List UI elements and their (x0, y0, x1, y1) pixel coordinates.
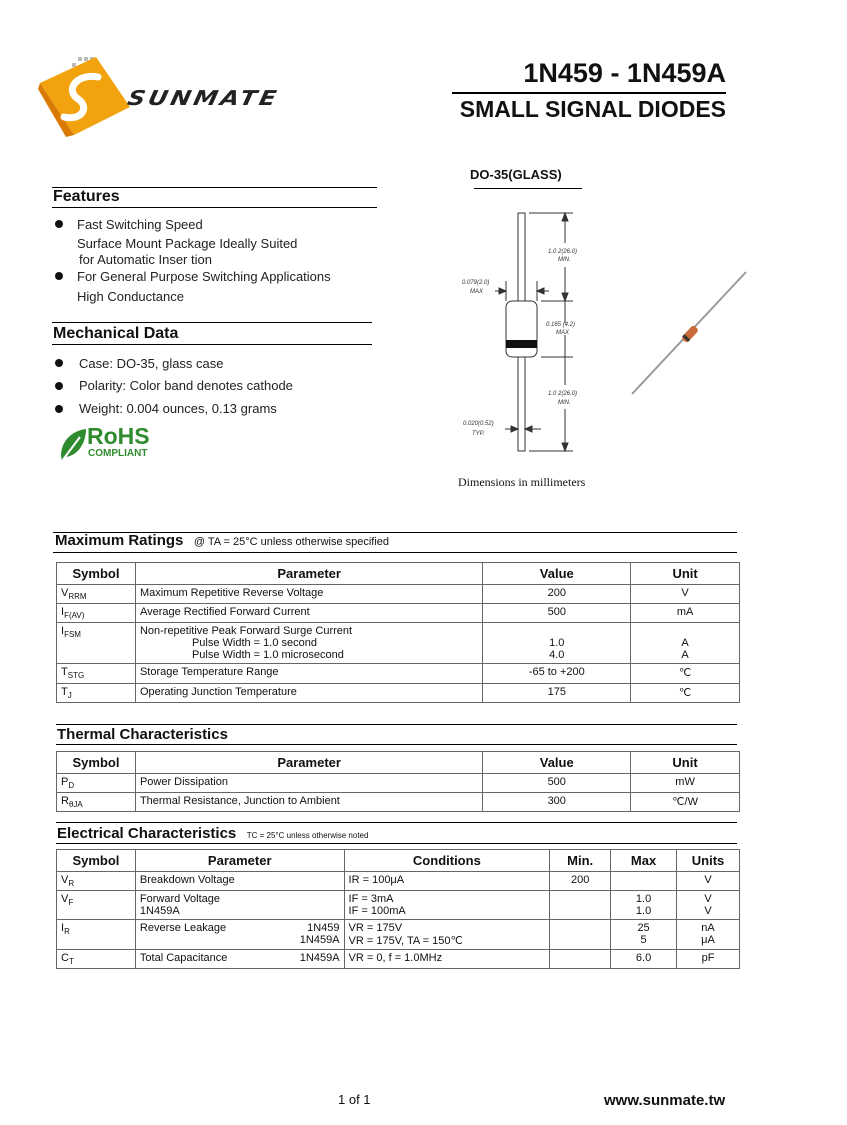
symbol-cell: $T_{STG}$ (57, 664, 136, 683)
dim-lead-length-bottom: 1.0 2(26.0) (548, 391, 578, 397)
unit-cell: ℃/W (631, 793, 740, 812)
col-header: Unit (631, 752, 740, 774)
max-ratings-condition: @ TA = 25°C unless otherwise specified (193, 536, 390, 548)
table-row (57, 604, 740, 623)
min-cell (550, 950, 611, 969)
table-header-row (57, 752, 740, 774)
part-number: 1N459A (299, 934, 340, 947)
min-cell (550, 920, 611, 950)
parameter-cell: Breakdown Voltage (135, 872, 344, 891)
max-cell: 6.0 (611, 950, 677, 969)
package-title: DO-35(GLASS) (470, 167, 562, 182)
min-cell (550, 891, 611, 920)
value-cell: 175 (483, 683, 631, 702)
value-cell: 300 (483, 793, 631, 812)
table-header-row (57, 563, 740, 585)
feature-text: High Conductance (77, 289, 184, 304)
features-bottom-rule (52, 207, 377, 208)
table-row (57, 664, 740, 683)
electrical-top-rule (56, 822, 737, 823)
symbol-cell: $V_{RRM}$ (57, 585, 136, 604)
feature-text: Surface Mount Package Ideally Suited (77, 236, 298, 251)
unit-cell: V (631, 585, 740, 604)
symbol-cell: $P_D$ (57, 774, 136, 793)
mechanical-heading: Mechanical Data (53, 325, 179, 342)
brand-wordmark: SUNMATE (125, 86, 282, 110)
unit-cell: pF (677, 950, 740, 969)
max-cell: 1.0 1.0 (611, 891, 677, 920)
parameter-cell: Thermal Resistance, Junction to Ambient (135, 793, 482, 812)
unit-cell: V (677, 872, 740, 891)
part-number-title: 1N459 - 1N459A (523, 58, 726, 88)
parameter-cell: Reverse Leakage 1N459 1N459A (135, 920, 344, 950)
unit-cell: ℃ (631, 683, 740, 702)
diode-photo (628, 268, 750, 398)
max-ratings-bottom-rule (53, 552, 737, 553)
col-header: Units (677, 850, 740, 872)
conditions-cell: IR = 100μA (344, 872, 550, 891)
parameter-cell: Power Dissipation (135, 774, 482, 793)
table-row (57, 585, 740, 604)
min-cell: 200 (550, 872, 611, 891)
parameter-cell: Total Capacitance 1N459A (135, 950, 344, 969)
feature-text: For General Purpose Switching Applications (77, 269, 331, 284)
electrical-heading-row (57, 825, 368, 843)
page-number: 1 of 1 (338, 1092, 371, 1107)
features-heading: Features (53, 188, 120, 205)
leaf-icon (58, 427, 88, 463)
electrical-condition: TC = 25°C unless otherwise noted (246, 831, 369, 840)
col-header: Parameter (135, 563, 482, 585)
parameter-cell: Average Rectified Forward Current (135, 604, 482, 623)
table-row (57, 950, 740, 969)
part-number: 1N459 (307, 922, 340, 935)
conditions-cell: VR = 175V VR = 175V, TA = 150℃ (344, 920, 550, 950)
cathode-band (506, 340, 537, 348)
part-number: 1N459A (299, 952, 340, 965)
bullet-icon (55, 359, 63, 367)
unit-cell: ℃ (631, 664, 740, 683)
unit-cell: mA (631, 604, 740, 623)
max-ratings-heading: Maximum Ratings (55, 532, 184, 549)
electrical-bottom-rule (56, 843, 737, 844)
conditions-cell: VR = 0, f = 1.0MHz (344, 950, 550, 969)
rohs-badge (58, 425, 168, 463)
col-header: Conditions (344, 850, 550, 872)
parameter-cell: Forward Voltage 1N459A (135, 891, 344, 920)
unit-cell: nA μA (677, 920, 740, 950)
rohs-text: RoHS (87, 423, 150, 449)
thermal-table (56, 751, 740, 812)
symbol-cell: $I_{F(AV)}$ (57, 604, 136, 623)
symbol-cell: $C_T$ (57, 950, 136, 969)
value-cell: 1.0 4.0 (483, 623, 631, 664)
thermal-top-rule (56, 724, 737, 725)
bullet-icon (55, 382, 63, 390)
dim-lead-diameter: 0.020(0.52) (463, 421, 494, 427)
table-header-row (57, 850, 740, 872)
symbol-cell: $V_F$ (57, 891, 136, 920)
table-row (57, 920, 740, 950)
max-ratings-table (56, 562, 740, 703)
title-divider (452, 92, 726, 94)
dim-body-length-max: MAX (556, 330, 570, 336)
col-header: Value (483, 752, 631, 774)
max-cell (611, 872, 677, 891)
table-row (57, 683, 740, 702)
mechanical-top-rule (52, 322, 372, 323)
table-row (57, 774, 740, 793)
table-row (57, 872, 740, 891)
mechanical-text: Weight: 0.004 ounces, 0.13 grams (79, 401, 277, 416)
feature-item (53, 267, 331, 286)
symbol-cell: $T_J$ (57, 683, 136, 702)
value-cell: -65 to +200 (483, 664, 631, 683)
col-header: Symbol (57, 752, 136, 774)
mechanical-item (53, 378, 293, 401)
col-header: Symbol (57, 850, 136, 872)
company-logo (38, 55, 133, 140)
package-outline-drawing (455, 195, 595, 465)
website-link[interactable]: www.sunmate.tw (604, 1092, 726, 1109)
dim-body-diameter-max: MAX (470, 289, 484, 295)
dim-lead-length-top-min: MIN. (558, 257, 571, 263)
value-cell: 200 (483, 585, 631, 604)
max-ratings-heading-row (55, 532, 389, 550)
thermal-bottom-rule (56, 744, 737, 745)
package-title-rule (474, 188, 582, 189)
value-cell: 500 (483, 774, 631, 793)
dim-body-length: 0.165 (4.2) (546, 322, 576, 328)
mechanical-list (53, 356, 293, 423)
mechanical-item (53, 356, 293, 378)
electrical-table (56, 849, 740, 969)
table-row (57, 891, 740, 920)
dim-body-diameter: 0.079(2.0) (462, 280, 490, 286)
feature-item (53, 287, 331, 306)
mechanical-bottom-rule (52, 344, 372, 345)
dim-lead-diameter-typ: TYP. (472, 431, 485, 437)
col-header: Unit (631, 563, 740, 585)
dim-lead-length-top: 1.0 2(26.0) (548, 249, 578, 255)
col-header: Max (611, 850, 677, 872)
feature-item (53, 215, 331, 234)
symbol-cell: $R_{\theta JA}$ (57, 793, 136, 812)
mechanical-text: Polarity: Color band denotes cathode (79, 378, 293, 393)
dim-lead-length-bottom-min: MIN. (558, 400, 571, 406)
rohs-compliant: COMPLIANT (88, 448, 148, 459)
table-row (57, 793, 740, 812)
parameter-cell: Maximum Repetitive Reverse Voltage (135, 585, 482, 604)
features-list (53, 215, 331, 306)
features-top-rule (52, 187, 377, 188)
unit-cell: A A (631, 623, 740, 664)
parameter-cell: Operating Junction Temperature (135, 683, 482, 702)
table-row (57, 623, 740, 664)
symbol-cell: $V_R$ (57, 872, 136, 891)
product-subtitle: SMALL SIGNAL DIODES (459, 96, 726, 122)
col-header: Symbol (57, 563, 136, 585)
feature-text: Fast Switching Speed (77, 217, 203, 232)
value-cell: 500 (483, 604, 631, 623)
symbol-cell: $I_{FSM}$ (57, 623, 136, 664)
feature-text: for Automatic Inser tion (79, 252, 212, 267)
col-header: Parameter (135, 850, 344, 872)
feature-item (53, 234, 331, 269)
bullet-icon (55, 220, 63, 228)
bullet-icon (55, 405, 63, 413)
dimensions-note: Dimensions in millimeters (458, 475, 586, 489)
conditions-cell: IF = 3mA IF = 100mA (344, 891, 550, 920)
parameter-cell: Non-repetitive Peak Forward Surge Current Pulse Width = 1.0 second Pulse Width = 1.0 microsecond (135, 623, 482, 664)
parameter-cell: Storage Temperature Range (135, 664, 482, 683)
mechanical-item (53, 401, 293, 423)
electrical-heading: Electrical Characteristics (57, 825, 237, 842)
symbol-cell: $I_R$ (57, 920, 136, 950)
col-header: Min. (550, 850, 611, 872)
col-header: Parameter (135, 752, 482, 774)
mechanical-text: Case: DO-35, glass case (79, 356, 224, 371)
max-cell: 25 5 (611, 920, 677, 950)
bullet-icon (55, 272, 63, 280)
thermal-heading: Thermal Characteristics (57, 726, 228, 743)
unit-cell: mW (631, 774, 740, 793)
unit-cell: V V (677, 891, 740, 920)
col-header: Value (483, 563, 631, 585)
